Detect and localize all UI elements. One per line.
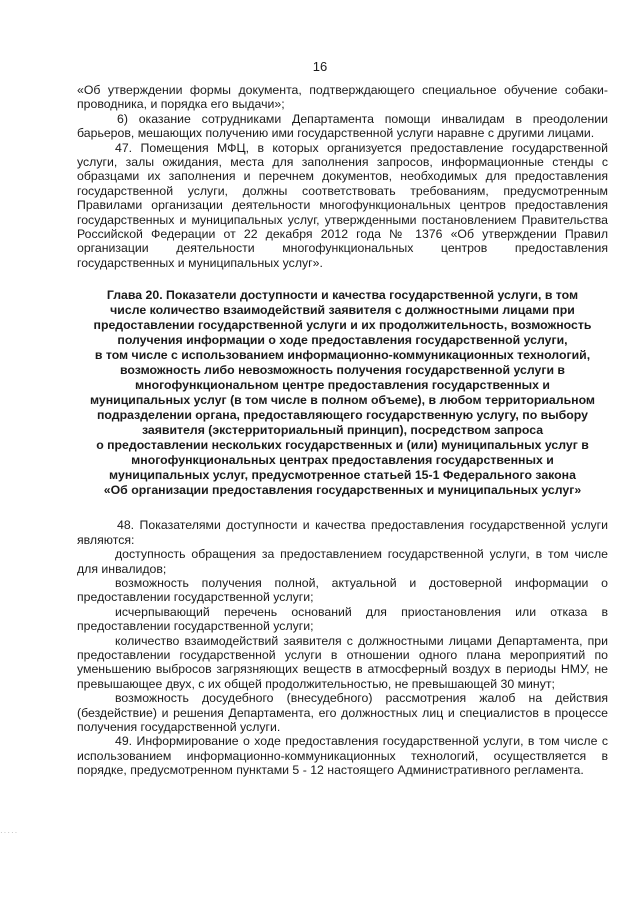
heading-line: подразделении органа, предоставляющего государственную услугу, по выбору	[97, 408, 588, 423]
heading-line: предоставлении государственной услуги и их продолжительность, возможность	[93, 318, 592, 333]
heading-line: получения информации о ходе предоставления государственной услуги,	[117, 333, 568, 348]
list-item-grounds: исчерпывающий перечень оснований для приостановления или отказа в предоставлении государственной услуги;	[77, 604, 608, 634]
heading-line: возможность либо невозможность получения государственной услуги в	[120, 363, 565, 378]
paragraph-continuation: «Об утверждении формы документа, подтверждающего специальное обучение собаки-проводника, и порядка его выдачи»;	[77, 83, 608, 112]
paragraph-item-6: 6) оказание сотрудниками Департамента помощи инвалидам в преодолении барьеров, мешающих получению ими государственной услуги наравне с другими лицами.	[77, 111, 608, 141]
page-number: 16	[312, 59, 328, 74]
heading-line: Глава 20. Показатели доступности и качества государственной услуги, в том	[106, 288, 579, 303]
heading-line: многофункциональном центре предоставления государственных и	[135, 378, 550, 393]
paragraph-49: 49. Информирование о ходе предоставления государственной услуги, в том числе с использованием информационно-коммуникационных технологий, осуществляется в порядке, предусмотренном пунктами 5 - 12 настоящего Административного регламента.	[77, 734, 608, 778]
heading-line: заявителя (экстерриториальный принцип), посредством запроса	[141, 423, 544, 438]
list-item-information: возможность получения полной, актуальной и достоверной информации о предоставлении государственной услуги;	[77, 575, 608, 605]
list-item-appeal: возможность досудебного (внесудебного) рассмотрения жалоб на действия (бездействие) и решения Департамента, его должностных лиц и специалистов в процессе получения государственной услуги.	[77, 691, 608, 734]
heading-line: муниципальных услуг, предусмотренное статьей 15-1 Федерального закона	[109, 468, 576, 483]
list-item-interactions: количество взаимодействий заявителя с должностными лицами Департамента, при предоставлении государственной услуги в отношении одного плана мероприятий по уменьшению выбросов загрязняющих веществ в атмосферный воздух в периоды НМУ, не превышающее двух, с их общей продолжительностью, не превышающей 30 минут;	[77, 633, 608, 691]
heading-line: о предоставлении нескольких государственных и (или) муниципальных услуг в	[96, 438, 589, 453]
document-body	[77, 83, 608, 778]
list-item-accessibility: доступность обращения за предоставлением государственной услуги, в том числе для инвалидов;	[77, 547, 608, 576]
scan-mark: ·····	[0, 828, 19, 837]
heading-line: в том числе с использованием информационно-коммуникационных технологий,	[94, 348, 591, 363]
heading-line: многофункциональных центрах предоставления государственных и	[131, 453, 554, 468]
paragraph-47: 47. Помещения МФЦ, в которых организуется предоставление государственной услуги, залы ожидания, места для заполнения запросов, информационные стенды с образцами их заполнения и перечнем документов, необходимых для предоставления государственной услуги, должны соответствовать требованиям, предусмотренным Правилами организации деятельности многофункциональных центров предоставления государственных и муниципальных услуг, утвержденными постановлением Правительства Российской Федерации от 22 декабря 2012 года № 1376 «Об утверждении Правил организации деятельности многофункциональных центров предоставления государственных и муниципальных услуг».	[77, 140, 608, 270]
paragraph-48: 48. Показателями доступности и качества предоставления государственной услуги являются:	[77, 518, 608, 547]
heading-line: числе количество взаимодействий заявителя с должностными лицами при	[110, 303, 575, 318]
heading-line: муниципальных услуг (в том числе в полном объеме), в любом территориальном	[89, 393, 596, 408]
heading-line: «Об организации предоставления государственных и муниципальных услуг»	[103, 483, 582, 498]
chapter-20-heading	[77, 288, 608, 498]
